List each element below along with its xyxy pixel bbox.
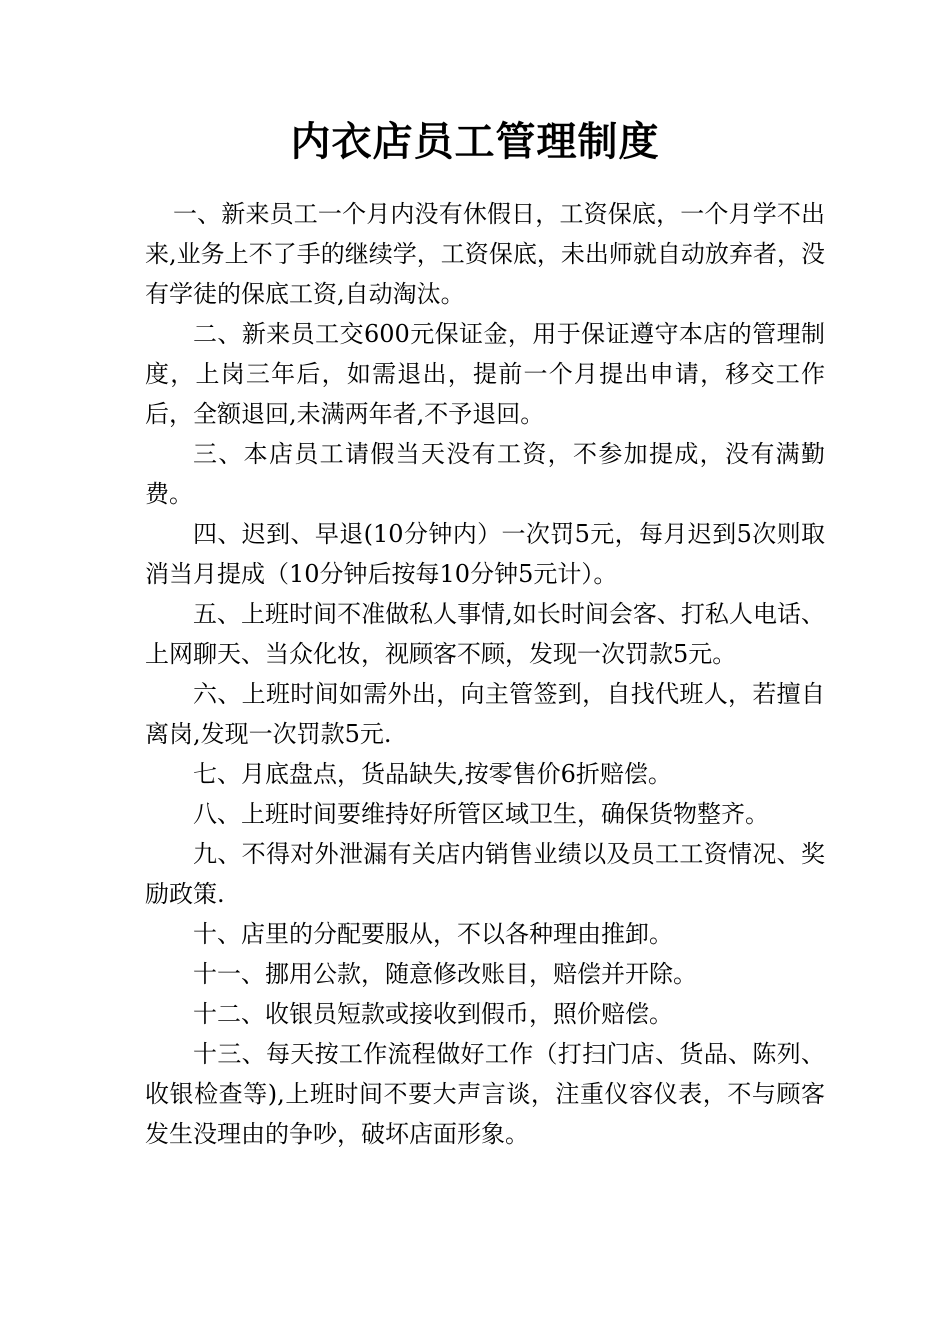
rule-paragraph-8: 八、上班时间要维持好所管区域卫生，确保货物整齐。 — [193, 800, 769, 828]
rule-paragraph-9: 九、不得对外泄漏有关店内销售业绩以及员工工资情况、奖励政策. — [145, 840, 825, 908]
rule-paragraph-11: 十一、挪用公款，随意修改账目，赔偿并开除。 — [193, 960, 697, 988]
rule-paragraph-4: 四、迟到、早退(10分钟内）一次罚5元，每月迟到5次则取消当月提成（10分钟后按每10分钟5元计）。 — [145, 520, 825, 588]
rule-paragraph-10: 十、店里的分配要服从，不以各种理由推卸。 — [193, 920, 673, 948]
page-title: 内衣店员工管理制度 — [290, 118, 660, 165]
rule-paragraph-7: 七、月底盘点，货品缺失,按零售价6折赔偿。 — [193, 760, 672, 788]
rule-paragraph-5: 五、上班时间不准做私人事情,如长时间会客、打私人电话、上网聊天、当众化妆，视顾客不顾，发现一次罚款5元。 — [145, 600, 825, 668]
rule-paragraph-12: 十二、收银员短款或接收到假币，照价赔偿。 — [193, 1000, 673, 1028]
rule-paragraph-6: 六、上班时间如需外出，向主管签到，自找代班人，若擅自离岗,发现一次罚款5元. — [145, 680, 825, 748]
document-body — [145, 194, 825, 1154]
rule-paragraph-1: 一、新来员工一个月内没有休假日，工资保底，一个月学不出来,业务上不了手的继续学，工资保底，未出师就自动放弃者，没有学徒的保底工资,自动淘汰。 — [145, 200, 825, 308]
rule-paragraph-2: 二、新来员工交600元保证金，用于保证遵守本店的管理制度，上岗三年后，如需退出，提前一个月提出申请，移交工作后，全额退回,未满两年者,不予退回。 — [145, 320, 825, 428]
rule-paragraph-3: 三、本店员工请假当天没有工资，不参加提成，没有满勤费。 — [145, 440, 825, 508]
rule-paragraph-13: 十三、每天按工作流程做好工作（打扫门店、货品、陈列、收银检查等),上班时间不要大声言谈，注重仪容仪表，不与顾客发生没理由的争吵，破坏店面形象。 — [145, 1040, 825, 1148]
